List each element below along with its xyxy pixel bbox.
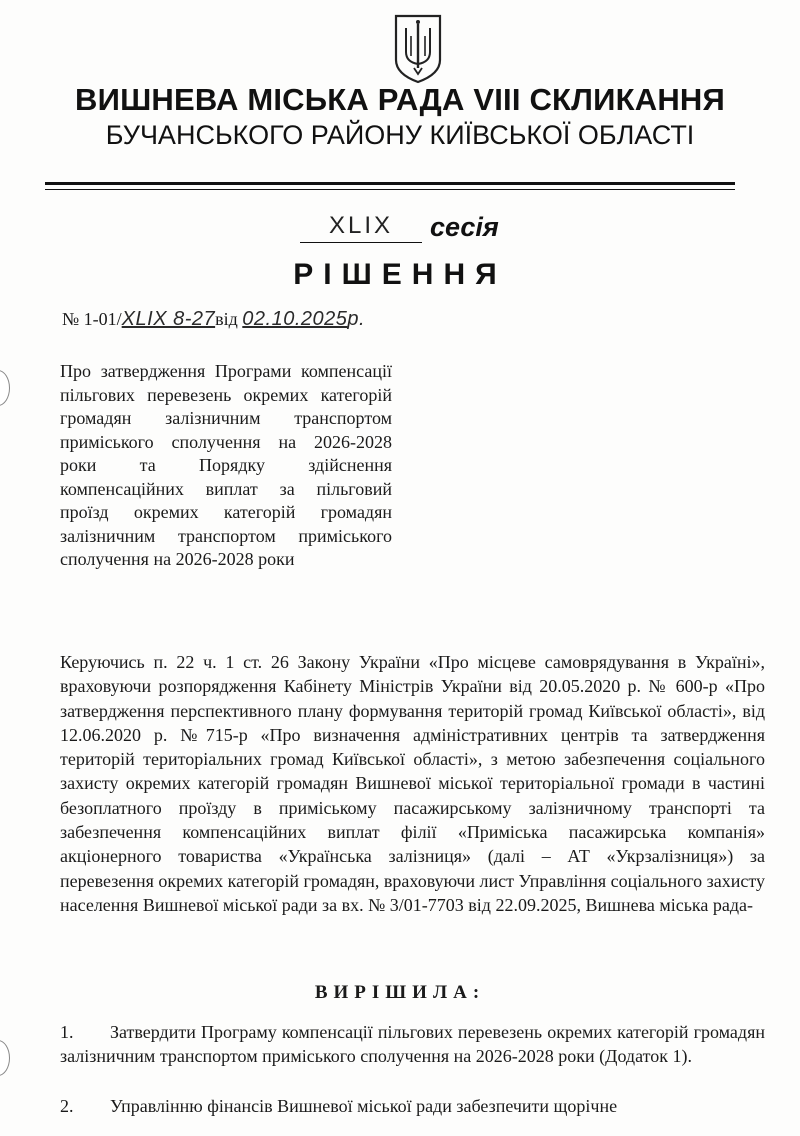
doc-date: 02.10.2025 [242, 308, 348, 330]
resolved-heading: ВИРІШИЛА: [314, 982, 486, 1003]
session-word: сесія [430, 212, 499, 242]
doc-number-prefix: № 1-01/ [62, 309, 122, 329]
item-number: 1. [60, 1022, 74, 1042]
decision-item [60, 1094, 765, 1118]
header-divider-thin [45, 189, 735, 190]
header-divider [45, 182, 735, 185]
document-number [62, 308, 365, 331]
item-text: Управлінню фінансів Вишневої міської ради забезпечити щорічне [110, 1096, 618, 1116]
punch-hole [0, 1040, 10, 1076]
council-subtitle: БУЧАНСЬКОГО РАЙОНУ КИЇВСЬКОЇ ОБЛАСТІ [105, 120, 695, 150]
doc-date-label: від [215, 309, 238, 329]
preamble-paragraph: Керуючись п. 22 ч. 1 ст. 26 Закону України «Про місцеве самоврядування в Україні», враховуючи розпорядження Кабінету Міністрів України від 20.05.2020 р. № 600-р «Про затвердження перспективного плану формування територій громад Київської області», від 12.06.2020 р. №715-р «Про визначення адміністративних центрів та затвердження територій територіальних громад Київської області», з метою забезпечення соціального захисту окремих категорій громадян Вишневої міської територіальної громади в частині безоплатного проїзду в приміському пасажирському залізничному транспорті та забезпечення компенсаційних виплат філії «Приміська пасажирська компанія» акціонерного товариства «Українська залізниця» (далі – АТ «Укрзалізниця») за перевезення окремих категорій громадян, враховуючи лист Управління соціального захисту населення Вишневої міської ради за вх. № 3/01-7703 від 22.09.2025, Вишнева міська рада- [60, 652, 765, 915]
session-underline [300, 242, 422, 243]
coat-of-arms-emblem [392, 12, 444, 86]
punch-hole [0, 370, 10, 406]
doc-number-code: XLIX 8-27 [121, 308, 216, 330]
decision-item [60, 1020, 765, 1069]
decision-subject: Про затвердження Програми компенсації пільгових перевезень окремих категорій громадян залізничним транспортом приміського сполучення на 2026-2028 роки та Порядку здійснення компенсаційних виплат за пільговий проїзд окремих категорій громадян залізничним транспортом приміського сполучення на 2026-2028 роки [60, 361, 392, 569]
item-text: Затвердити Програму компенсації пільгових перевезень окремих категорій громадян залізничним транспортом приміського сполучення на 2026-2028 роки (Додаток 1). [60, 1022, 765, 1067]
item-number: 2. [60, 1096, 74, 1116]
decision-heading: РІШЕННЯ [293, 258, 507, 291]
session-number: XLIX [328, 212, 394, 239]
doc-date-suffix: р. [347, 308, 366, 330]
council-title: ВИШНЕВА МІСЬКА РАДА VIII СКЛИКАННЯ [75, 82, 725, 117]
